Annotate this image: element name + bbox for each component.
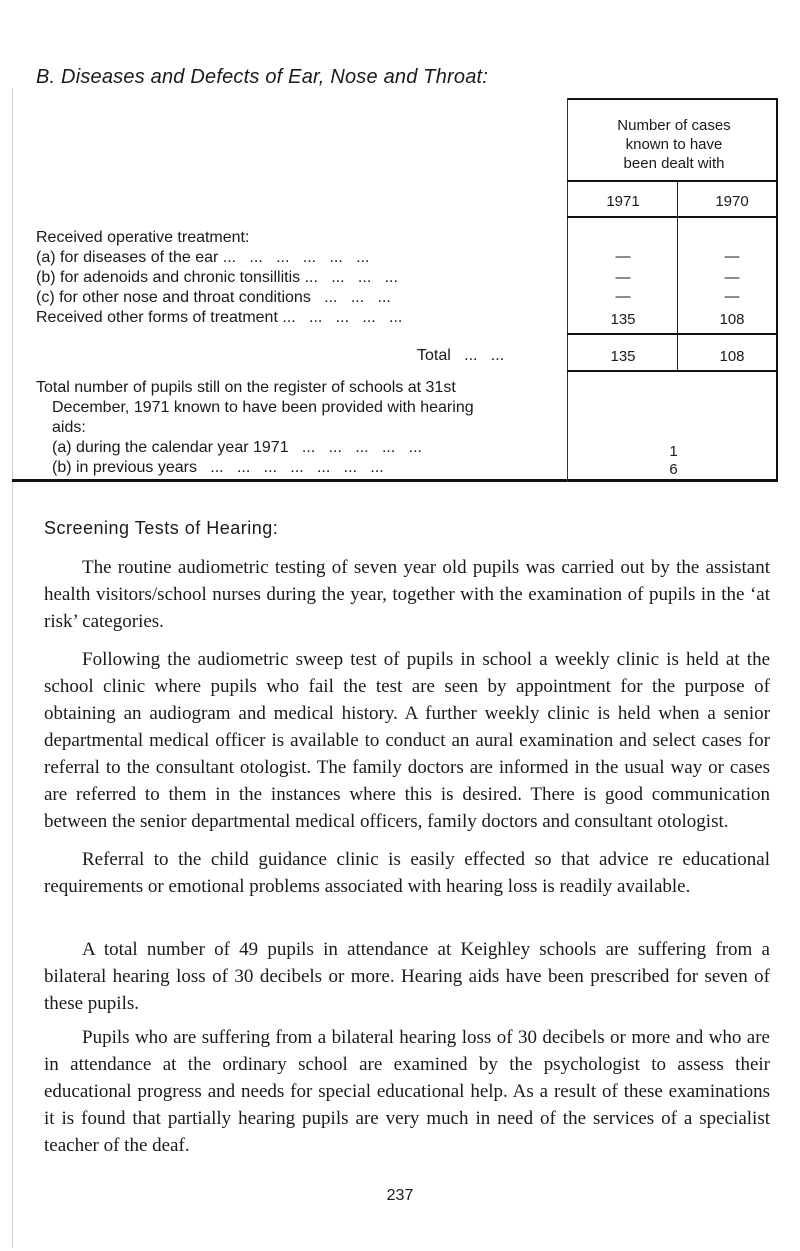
- table-top-rule: [567, 98, 778, 100]
- cell-adenoids-1970: —: [724, 269, 740, 286]
- hearing-aids-label-line-1: Total number of pupils still on the register of schools at 31st: [36, 379, 456, 396]
- total-bottom-rule: [567, 370, 778, 372]
- row-label-other-nose-throat: (c) for other nose and throat conditions ... ... ...: [36, 289, 391, 306]
- total-top-rule: [567, 333, 778, 335]
- hearing-aids-label-line-3: aids:: [52, 419, 86, 436]
- cell-total-1970: 108: [719, 348, 745, 365]
- cell-other-nt-1971: —: [615, 288, 631, 305]
- cell-other-nt-1970: —: [724, 288, 740, 305]
- year-1971-header: 1971: [606, 193, 640, 210]
- paragraph-3: Referral to the child guidance clinic is easily effected so that advice re educational requirements or emotional problems associated with hearing loss is readily available.: [44, 849, 770, 897]
- cell-other-treatment-1970: 108: [719, 311, 745, 328]
- paragraph-2: Following the audiometric sweep test of pupils in school a weekly clinic is held at the school clinic where pupils who fail the test are seen by appointment for the purpose of obtaining an audiogram and medical history. A further weekly clinic is held when a senior departmental medical officer is available to conduct an aural examination and select cases for referral to the consultant otologist. The family doctors are informed in the usual way or cases are referred to them in the instances where this is desired. There is good communication between the senior departmental medical officers, family doctors and consultant otologist.: [44, 649, 770, 832]
- header-line-1: Number of cases: [617, 117, 731, 134]
- table-column-header: [572, 116, 776, 173]
- row-label-total: Total ... ...: [417, 347, 505, 364]
- paragraph-1: The routine audiometric testing of seven year old pupils was carried out by the assistant health visitors/school nurses during the year, together with the examination of pupils in the ‘at risk’ categories.: [44, 557, 770, 632]
- row-label-aids-calendar-year: (a) during the calendar year 1971 ... ... ... ... ...: [52, 439, 422, 456]
- screening-heading: Screening Tests of Hearing:: [44, 518, 279, 538]
- ent-cases-table: [12, 98, 778, 482]
- cell-ear-1971: —: [615, 248, 631, 265]
- table-bottom-rule: [12, 479, 778, 482]
- cell-ear-1970: —: [724, 248, 740, 265]
- years-rule: [567, 216, 778, 218]
- cell-aids-calendar-year: 1: [669, 443, 678, 460]
- hearing-aids-label-line-2: December, 1971 known to have been provided with hearing: [52, 399, 474, 416]
- row-label-received-operative: Received operative treatment:: [36, 229, 250, 246]
- paragraph-4: A total number of 49 pupils in attendance at Keighley schools are suffering from a bilateral hearing loss of 30 decibels or more. Hearing aids have been prescribed for seven of these pupils.: [44, 939, 770, 1014]
- cell-total-1971: 135: [610, 348, 636, 365]
- table-column-divider: [567, 98, 568, 482]
- section-title: B. Diseases and Defects of Ear, Nose and Throat:: [36, 66, 489, 88]
- cell-adenoids-1971: —: [615, 269, 631, 286]
- row-label-aids-previous-years: (b) in previous years ... ... ... ... ... ... ...: [52, 459, 384, 476]
- row-label-ear: (a) for diseases of the ear ... ... ... ... ... ...: [36, 249, 370, 266]
- row-label-other-treatment: Received other forms of treatment ... ... ... ... ...: [36, 309, 403, 326]
- row-label-adenoids: (b) for adenoids and chronic tonsillitis ... ... ... ...: [36, 269, 398, 286]
- year-1970-header: 1970: [715, 193, 749, 210]
- cell-other-treatment-1971: 135: [610, 311, 636, 328]
- paragraph-5: Pupils who are suffering from a bilateral hearing loss of 30 decibels or more and who are in attendance at the ordinary school are examined by the psychologist to assess their educational progress and needs for special educational help. As a result of these examinations it is found that partially hearing pupils are very much in need of the services of a specialist teacher of the deaf.: [44, 1027, 770, 1156]
- header-line-3: been dealt with: [623, 155, 725, 172]
- header-rule: [567, 180, 778, 182]
- page-number: 237: [386, 1187, 414, 1204]
- header-line-2: known to have: [625, 136, 723, 153]
- cell-aids-previous-years: 6: [669, 461, 678, 478]
